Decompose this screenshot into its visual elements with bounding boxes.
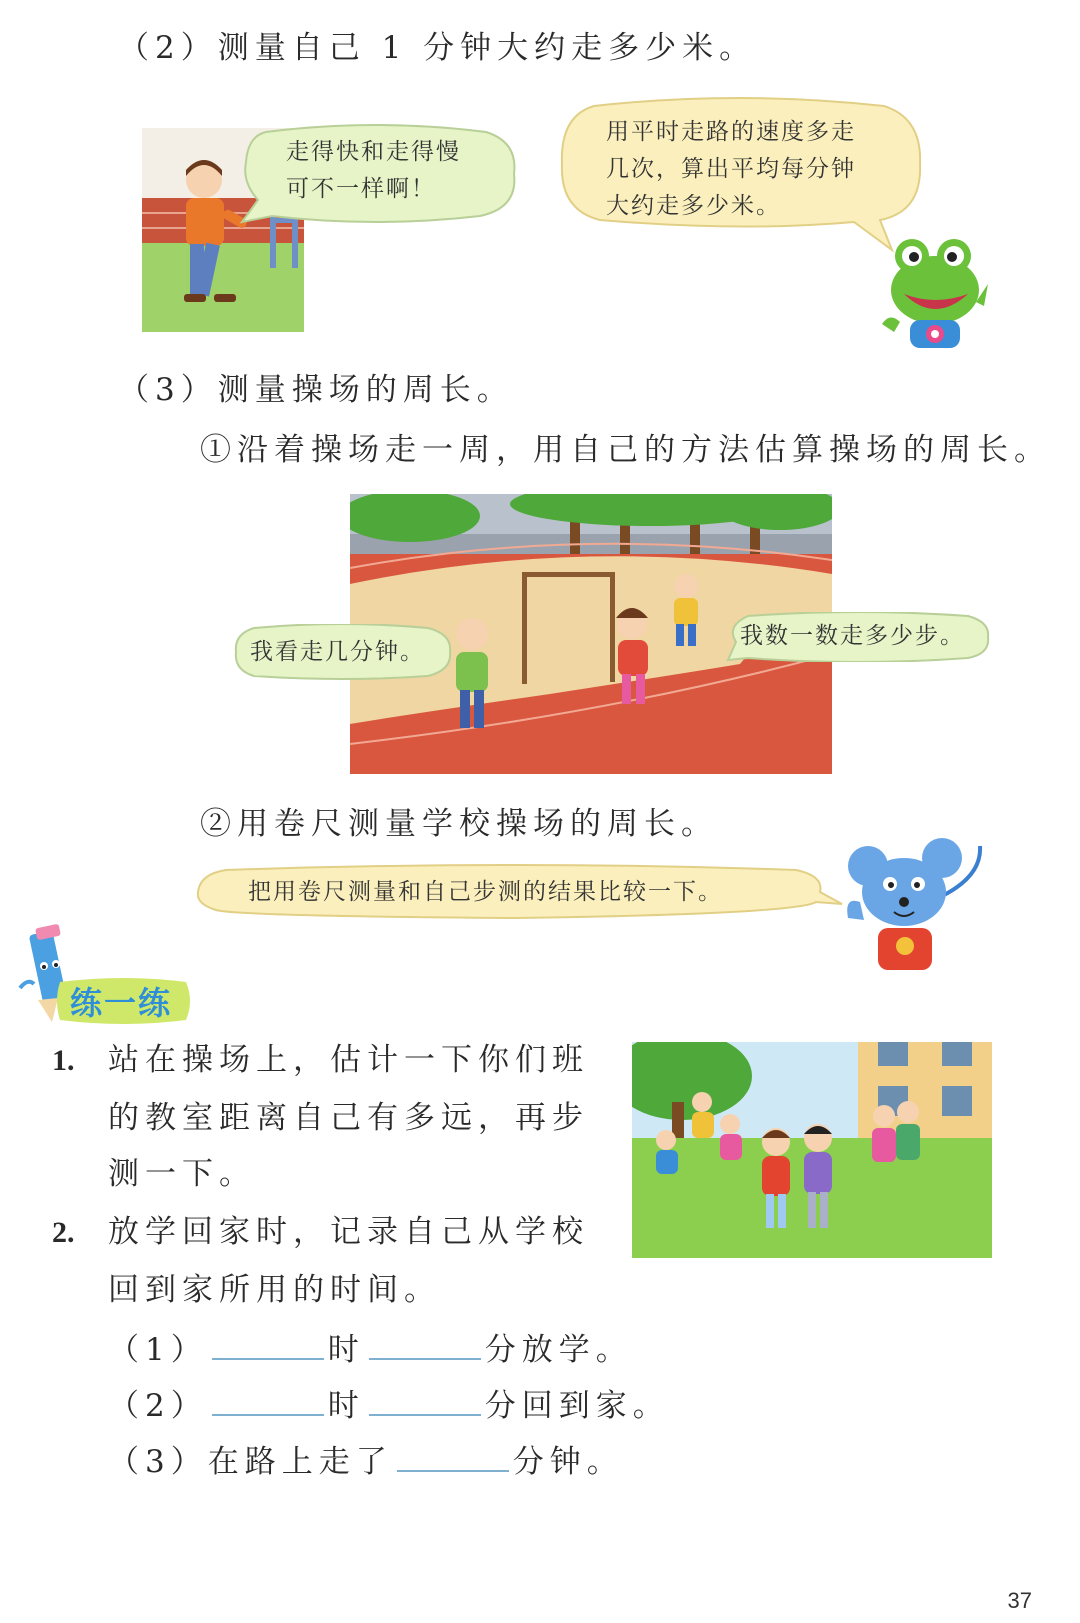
answer3-rest: 分钟。 [512, 1444, 624, 1480]
answer1-minute-blank[interactable] [369, 1330, 481, 1360]
q2-number: 2. [52, 1216, 75, 1249]
answer1-hour-label: 时 [327, 1332, 365, 1368]
q1-line3: 测一下。 [108, 1156, 256, 1192]
q1-number: 1. [52, 1044, 75, 1077]
step3-title: （3）测量操场的周长。 [118, 372, 514, 408]
q2-line2: 回到家所用的时间。 [108, 1272, 441, 1308]
minutes-bubble-text: 我看走几分钟。 [250, 639, 425, 665]
mouse-mascot [842, 836, 992, 976]
q2-answer2 [108, 1386, 670, 1425]
frog-bubble-line2: 几次，算出平均每分钟 [606, 155, 856, 182]
step2-title: （2）测量自己 1 分钟大约走多少米。 [118, 30, 757, 66]
practice-heading: 练一练 [70, 984, 173, 1022]
page-number: 37 [1007, 1588, 1032, 1613]
steps-bubble-text: 我数一数走多少步。 [740, 623, 965, 649]
q1-line2: 的教室距离自己有多远，再步 [108, 1100, 589, 1136]
answer3-label: （3） [108, 1444, 208, 1480]
answer3-minute-blank[interactable] [397, 1442, 509, 1472]
q2-answer1 [108, 1330, 633, 1369]
q2-line1: 放学回家时，记录自己从学校 [108, 1214, 589, 1250]
answer2-label: （2） [108, 1388, 208, 1424]
q2-answer3 [108, 1442, 624, 1481]
answer2-hour-label: 时 [327, 1388, 365, 1424]
boy-bubble-line1: 走得快和走得慢 [286, 139, 461, 165]
q1-line1: 站在操场上，估计一下你们班 [108, 1042, 589, 1078]
frog-mascot [880, 232, 990, 352]
compare-bubble-text: 把用卷尺测量和自己步测的结果比较一下。 [248, 879, 723, 905]
schoolyard-illustration [632, 1042, 992, 1258]
answer3-pre: 在路上走了 [207, 1444, 393, 1480]
answer2-rest: 分回到家。 [484, 1388, 670, 1424]
answer1-label: （1） [108, 1332, 208, 1368]
step3-sub1: ①沿着操场走一周，用自己的方法估算操场的周长。 [200, 432, 1051, 468]
answer1-hour-blank[interactable] [212, 1330, 324, 1360]
frog-bubble-line1: 用平时走路的速度多走 [606, 119, 856, 145]
step3-sub2: ②用卷尺测量学校操场的周长。 [200, 806, 718, 842]
answer1-rest: 分放学。 [484, 1332, 633, 1368]
answer2-minute-blank[interactable] [369, 1386, 481, 1416]
frog-bubble-line3: 大约走多少米。 [606, 192, 781, 219]
answer2-hour-blank[interactable] [212, 1386, 324, 1416]
boy-bubble-line2: 可不一样啊！ [286, 175, 436, 202]
